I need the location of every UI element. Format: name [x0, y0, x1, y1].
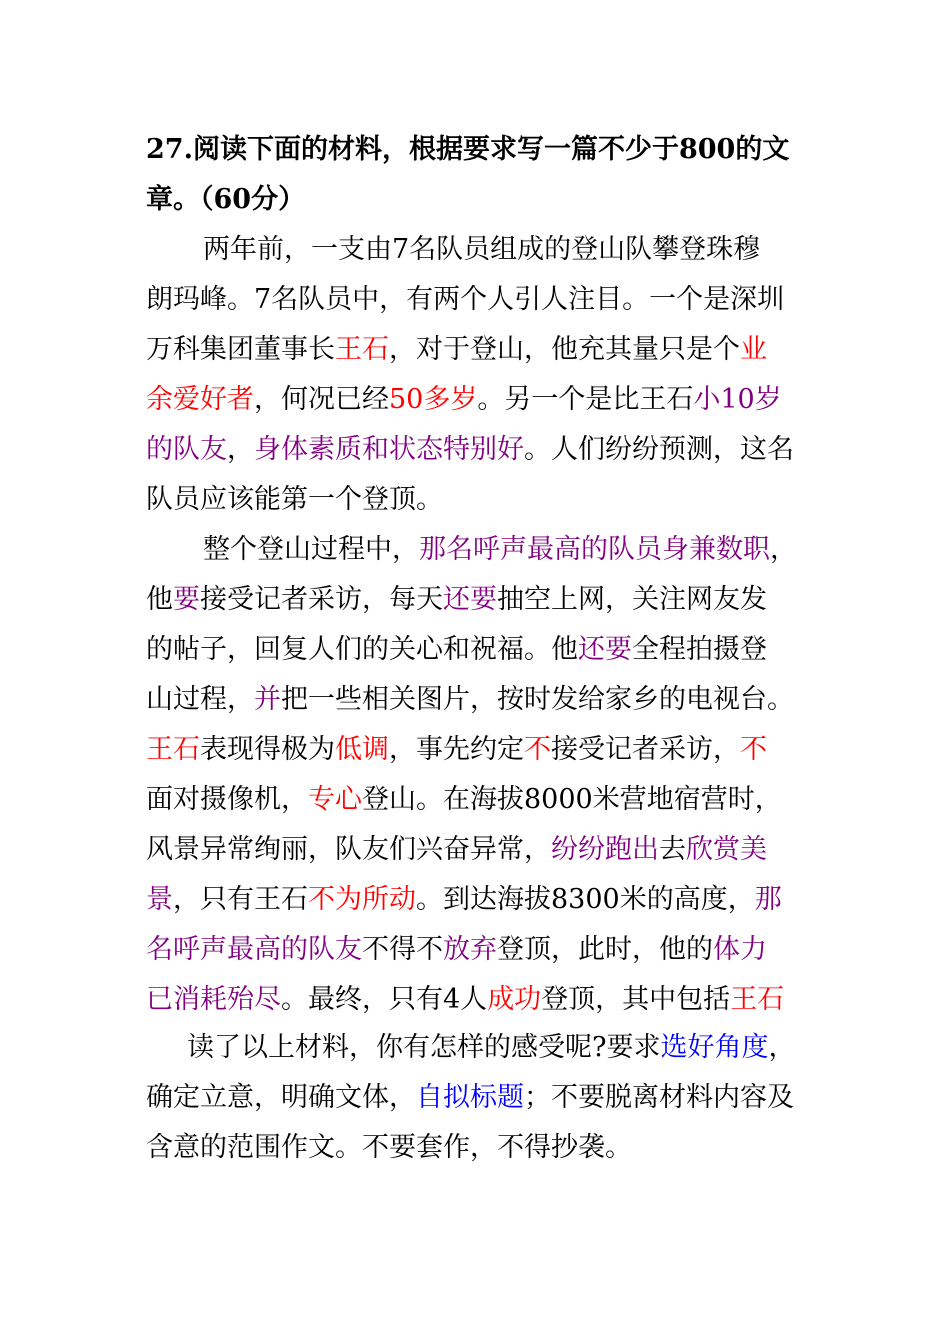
text-run: 名呼声最高的队友 [146, 934, 362, 965]
text-run: 登山。在海拔8000米营地宿营时， [362, 784, 782, 815]
text-run: 专心 [308, 784, 362, 815]
text-run: 抽空上网，关注网友发 [497, 584, 767, 615]
para2-line-1 [203, 530, 797, 570]
text-run: ；不要脱离材料内容及 [524, 1082, 794, 1113]
text-run: 把一些相关图片，按时发给家乡的电视台。 [281, 684, 794, 715]
text-run: 确定立意，明确文体， [146, 1082, 416, 1113]
text-run: ， [227, 434, 254, 465]
text-run: ，何况已经 [254, 384, 389, 415]
text-run: 。到达海拔8300米的高度， [416, 884, 755, 915]
text-run: 接受记者采访，每天 [200, 584, 443, 615]
text-run: 不得不 [362, 934, 443, 965]
text-run: 风景异常绚丽，队友们兴奋异常， [146, 834, 551, 865]
text-run: 。最终，只有4人 [281, 984, 488, 1015]
text-run: 小10岁 [693, 384, 782, 415]
text-run: 纷纷跑出 [551, 834, 659, 865]
text-run: 面对摄像机， [146, 784, 308, 815]
text-run: 欣赏美 [686, 834, 767, 865]
text-run: ， [768, 1032, 796, 1063]
text-run: 王石 [730, 984, 785, 1015]
text-run: 王石 [146, 734, 200, 765]
text-run: 景 [146, 884, 173, 915]
text-run: 那 [754, 884, 782, 915]
text-run: 含意的范围作文。不要套作，不得抄袭。 [146, 1132, 632, 1163]
text-run: 还要 [578, 634, 632, 665]
text-run: 并 [254, 684, 281, 715]
text-run: 那名呼声最高的队员身兼数职 [419, 534, 770, 565]
para3-line-3 [146, 1128, 632, 1168]
text-run: 业 [740, 334, 767, 365]
text-run: 自拟标题 [416, 1082, 524, 1113]
text-run: 低调 [335, 734, 389, 765]
text-run: 选好角度 [660, 1032, 769, 1063]
para1-line-6 [146, 480, 443, 520]
text-run: 朗玛峰。7名队员中，有两个人引人注目。一个是深圳 [146, 284, 785, 315]
text-run: 放弃 [443, 934, 497, 965]
para1-line-1 [203, 230, 760, 270]
text-run: ， [770, 534, 797, 565]
text-run: 万科集团董事长 [146, 334, 335, 365]
text-run: 。人们纷纷预测，这名 [524, 434, 794, 465]
text-run: 成功 [487, 984, 542, 1015]
text-run: 还要 [443, 584, 497, 615]
text-run: 的帖子，回复人们的关心和祝福。他 [146, 634, 578, 665]
text-run: 50多岁 [389, 384, 478, 415]
heading-line-2 [146, 180, 305, 220]
text-run: 整个登山过程中， [203, 534, 419, 565]
para2-line-2 [146, 580, 767, 620]
text-run: 27.阅读下面的材料，根据要求写一篇不少于800的文 [146, 134, 790, 165]
text-run: 两年前，一支由7名队员组成的登山队攀登珠穆 [203, 234, 761, 265]
para2-line-3 [146, 630, 767, 670]
text-run: 不为所动 [308, 884, 416, 915]
text-run: 登顶，其中包括 [541, 984, 731, 1015]
text-run: 身体素质和状态特别好 [254, 434, 524, 465]
para1-line-4 [146, 380, 782, 420]
text-run: 去 [659, 834, 686, 865]
text-run: 体力 [713, 934, 767, 965]
para2-line-10 [146, 980, 784, 1020]
text-run: 登顶，此时，他的 [497, 934, 713, 965]
text-run: 。另一个是比王石 [477, 384, 694, 415]
para3-line-1 [187, 1028, 795, 1068]
text-run: ，只有王石 [173, 884, 308, 915]
para1-line-3 [146, 330, 767, 370]
text-run: 读了以上材料，你有怎样的感受呢?要求 [187, 1032, 661, 1063]
text-run: 余爱好者 [146, 384, 254, 415]
para2-line-6 [146, 780, 782, 820]
text-run: ，事先约定 [389, 734, 524, 765]
text-run: 章。（60分） [146, 184, 306, 215]
text-run: 已消耗殆尽 [146, 984, 281, 1015]
text-run: 表现得极为 [200, 734, 335, 765]
para2-line-9 [146, 930, 767, 970]
para2-line-8 [146, 880, 782, 920]
text-run: 队员应该能第一个登顶。 [146, 484, 443, 515]
text-run: 全程拍摄登 [632, 634, 767, 665]
text-run: 接受记者采访， [551, 734, 740, 765]
para2-line-4 [146, 680, 794, 720]
para1-line-5 [146, 430, 794, 470]
para1-line-2 [146, 280, 784, 320]
text-run: 不 [524, 734, 551, 765]
para2-line-7 [146, 830, 767, 870]
text-run: 山过程， [146, 684, 254, 715]
text-run: ，对于登山，他充其量只是个 [389, 334, 740, 365]
para3-line-2 [146, 1078, 794, 1118]
text-run: 王石 [335, 334, 389, 365]
text-run: 不 [740, 734, 767, 765]
heading-line-1 [146, 130, 789, 170]
text-run: 的队友 [146, 434, 227, 465]
text-run: 要 [173, 584, 200, 615]
text-run: 他 [146, 584, 173, 615]
para2-line-5 [146, 730, 767, 770]
